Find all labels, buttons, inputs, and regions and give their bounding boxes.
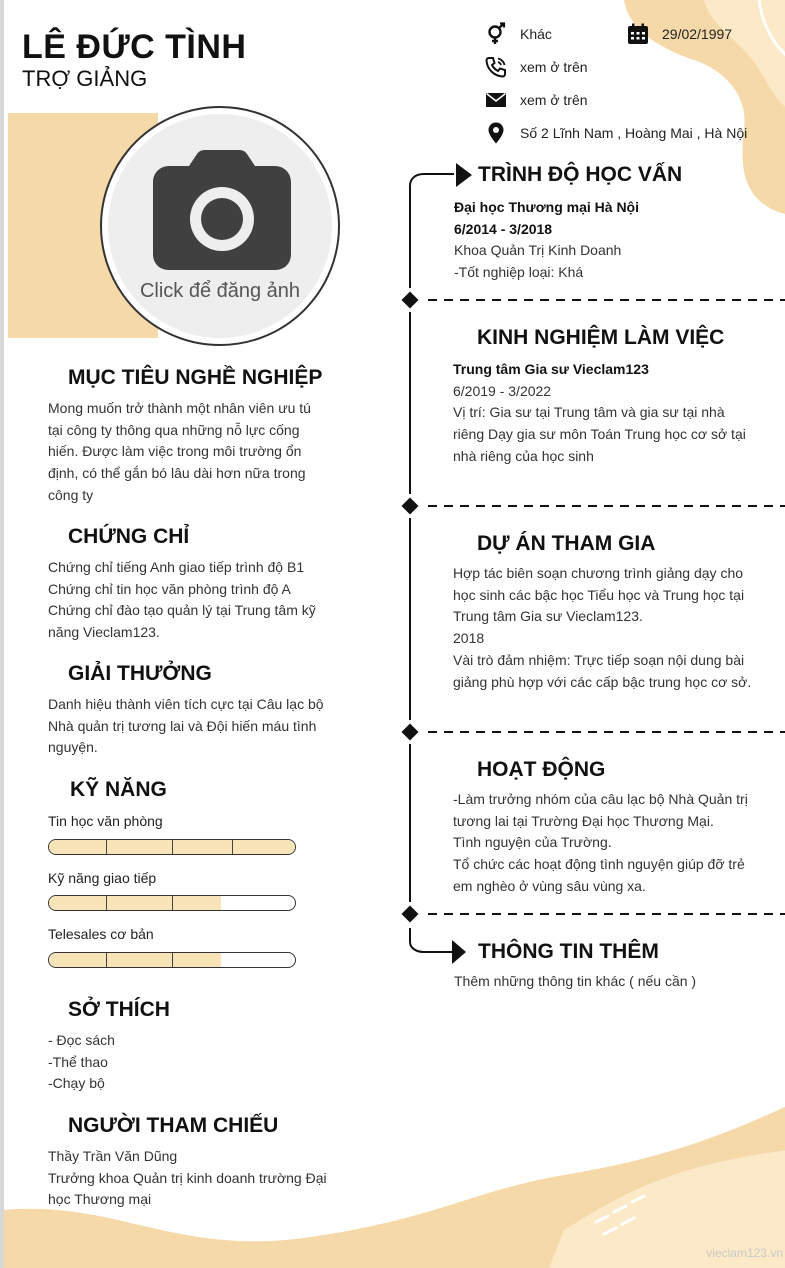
projects-title: DỰ ÁN THAM GIA [477, 532, 656, 555]
experience-period: 6/2019 - 3/2022 [453, 382, 552, 399]
objective-line: công ty [48, 486, 94, 503]
reference-line: Thầy Trần Văn Dũng [48, 1148, 178, 1164]
address-value: Số 2 Lĩnh Nam , Hoàng Mai , Hà Nội [520, 125, 748, 141]
hobby-line: -Thể thao [48, 1053, 108, 1070]
certificate-line: năng Vieclam123. [48, 624, 160, 641]
candidate-name: LÊ ĐỨC TÌNH [22, 28, 247, 66]
more-info-text: Thêm những thông tin khác ( nếu cần ) [454, 973, 697, 989]
award-line: nguyện. [48, 739, 98, 756]
project-line: Hợp tác biên soạn chương trình giảng dạy cho [453, 565, 744, 581]
skills-title: KỸ NĂNG [70, 778, 167, 801]
phone-value: xem ở trên [520, 59, 588, 75]
projects-text [453, 563, 760, 693]
objective-line: hiến. Được làm việc trong môi trường ổn [48, 443, 302, 460]
education-line: Khoa Quản Trị Kinh Doanh [454, 242, 622, 259]
email-value: xem ở trên [520, 92, 588, 108]
education-line: -Tốt nghiệp loại: Khá [454, 264, 584, 281]
more-info-title: THÔNG TIN THÊM [478, 940, 659, 963]
hobbies-title: SỞ THÍCH [68, 998, 170, 1021]
project-line: giảng phù hợp với các cấp bậc trung học cơ sở. [453, 673, 752, 690]
gender-value: Khác [520, 26, 552, 42]
objective-line: tại công ty thông qua những nỗ lực cống [48, 421, 300, 438]
experience-line: nhà riêng của học sinh [453, 447, 594, 464]
project-line: Vài trò đảm nhiệm: Trực tiếp soạn nội dung bài [453, 651, 745, 668]
education-school: Đại học Thương mại Hà Nội [454, 199, 639, 215]
activities-text [453, 789, 760, 898]
awards-title: GIẢI THƯỞNG [68, 662, 212, 685]
experience-text [453, 359, 760, 468]
award-line: Nhà quản trị tương lai và Đội hiến máu tình [48, 717, 317, 734]
project-line: Trung tâm Gia sư Vieclam123. [453, 608, 643, 625]
award-line: Danh hiệu thành viên tích cực tại Câu lạc bộ [48, 696, 324, 712]
skill-label: Kỹ năng giao tiếp [48, 870, 157, 886]
reference-line: học Thương mại [48, 1191, 152, 1208]
hobby-line: - Đọc sách [48, 1032, 115, 1048]
education-title: TRÌNH ĐỘ HỌC VẤN [478, 163, 683, 186]
activities-title: HOẠT ĐỘNG [477, 758, 606, 781]
dob-value: 29/02/1997 [662, 26, 733, 42]
project-line: học sinh các bậc học Tiểu học và Trung học tại [453, 586, 745, 603]
activity-line: em nghèo ở vùng sâu vùng xa. [453, 877, 646, 894]
certificate-line: Chứng chỉ đào tạo quản lý tại Trung tâm kỹ [48, 602, 316, 619]
certificate-line: Chứng chỉ tin học văn phòng trình độ A [48, 580, 291, 597]
candidate-role: TRỢ GIẢNG [22, 66, 148, 91]
activity-line: tương lai tại Trường Đại học Thương Mại. [453, 812, 714, 829]
objective-line: định, có thể gắn bó lâu dài hơn nữa trong [48, 465, 306, 482]
activity-line: Tổ chức các hoạt động tình nguyện giúp đỡ trẻ [453, 856, 745, 873]
certificate-line: Chứng chỉ tiếng Anh giao tiếp trình độ B1 [48, 559, 305, 575]
reference-line: Trưởng khoa Quản trị kinh doanh trường Đại [48, 1169, 327, 1186]
activity-line: -Làm trưởng nhóm của câu lạc bộ Nhà Quản trị [453, 791, 748, 807]
skill-label: Tin học văn phòng [48, 813, 163, 829]
skill-label: Telesales cơ bản [48, 926, 154, 942]
experience-line: riêng Dạy gia sư môn Toán Trung học cơ sở tại [453, 426, 746, 443]
experience-title: KINH NGHIỆM LÀM VIỆC [477, 326, 725, 349]
experience-line: Vị trí: Gia sư tại Trung tâm và gia sư tại nhà [453, 404, 725, 421]
objective-title: MỤC TIÊU NGHỀ NGHIỆP [68, 366, 323, 389]
education-period: 6/2014 - 3/2018 [454, 220, 553, 237]
references-title: NGƯỜI THAM CHIẾU [68, 1114, 279, 1137]
education-text [454, 197, 639, 284]
photo-upload-label: Click để đăng ảnh [139, 280, 301, 302]
experience-company: Trung tâm Gia sư Vieclam123 [453, 361, 649, 377]
project-line: 2018 [453, 630, 485, 647]
certificates-title: CHỨNG CHỈ [68, 525, 190, 548]
activity-line: Tình nguyện của Trường. [453, 834, 612, 851]
objective-line: Mong muốn trở thành một nhân viên ưu tú [48, 400, 311, 416]
hobby-line: -Chạy bộ [48, 1075, 105, 1092]
watermark: vieclam123.vn [706, 1246, 783, 1260]
